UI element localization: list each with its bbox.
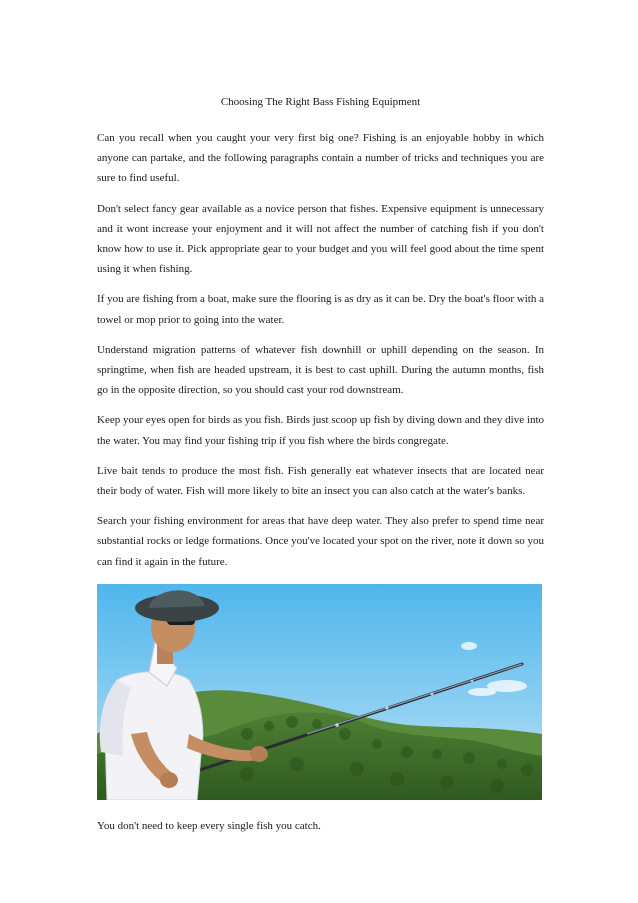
- paragraph-5: Keep your eyes open for birds as you fish. Birds just scoop up fish by diving down and they dive into the water. You may find your fishing trip if you fish where the birds congregate.: [97, 414, 544, 447]
- image-caption: You don't need to keep every single fish you catch.: [97, 819, 321, 832]
- fishing-photo: [97, 584, 542, 800]
- document-title: Choosing The Right Bass Fishing Equipment: [220, 96, 421, 108]
- paragraph-4: Understand migration patterns of whatever fish downhill or uphill depending on the season. In springtime, when fish are headed upstream, it is best to cast uphill. During the autumn months, fish go in the opposite direction, so you should cast your rod downstream.: [97, 343, 544, 397]
- paragraph-2: Don't select fancy gear available as a novice person that fishes. Expensive equipment is unnecessary and it wont increase your enjoyment and it will not affect the number of catching fish if you don't know how to use it. Pick appropriate gear to your budget and you will feel good about the time spent using it when fishing.: [97, 202, 544, 276]
- paragraph-7: Search your fishing environment for areas that have deep water. They also prefer to spend time near substantial rocks or ledge formations. Once you've located your spot on the river, note it down so you can find it again in the future.: [97, 515, 544, 568]
- document-page: [97, 94, 544, 836]
- paragraph-3: If you are fishing from a boat, make sure the flooring is as dry as it can be. Dry the boat's floor with a towel or mop prior to going into the water.: [97, 293, 544, 326]
- paragraph-6: Live bait tends to produce the most fish. Fish generally eat whatever insects that are located near their body of water. Fish will more likely to bite an insect you can also catch at the water's banks.: [97, 464, 544, 498]
- paragraph-1: Can you recall when you caught your very first big one? Fishing is an enjoyable hobby in which anyone can partake, and the following paragraphs contain a number of tricks and techniques you are sure to find useful.: [97, 132, 544, 185]
